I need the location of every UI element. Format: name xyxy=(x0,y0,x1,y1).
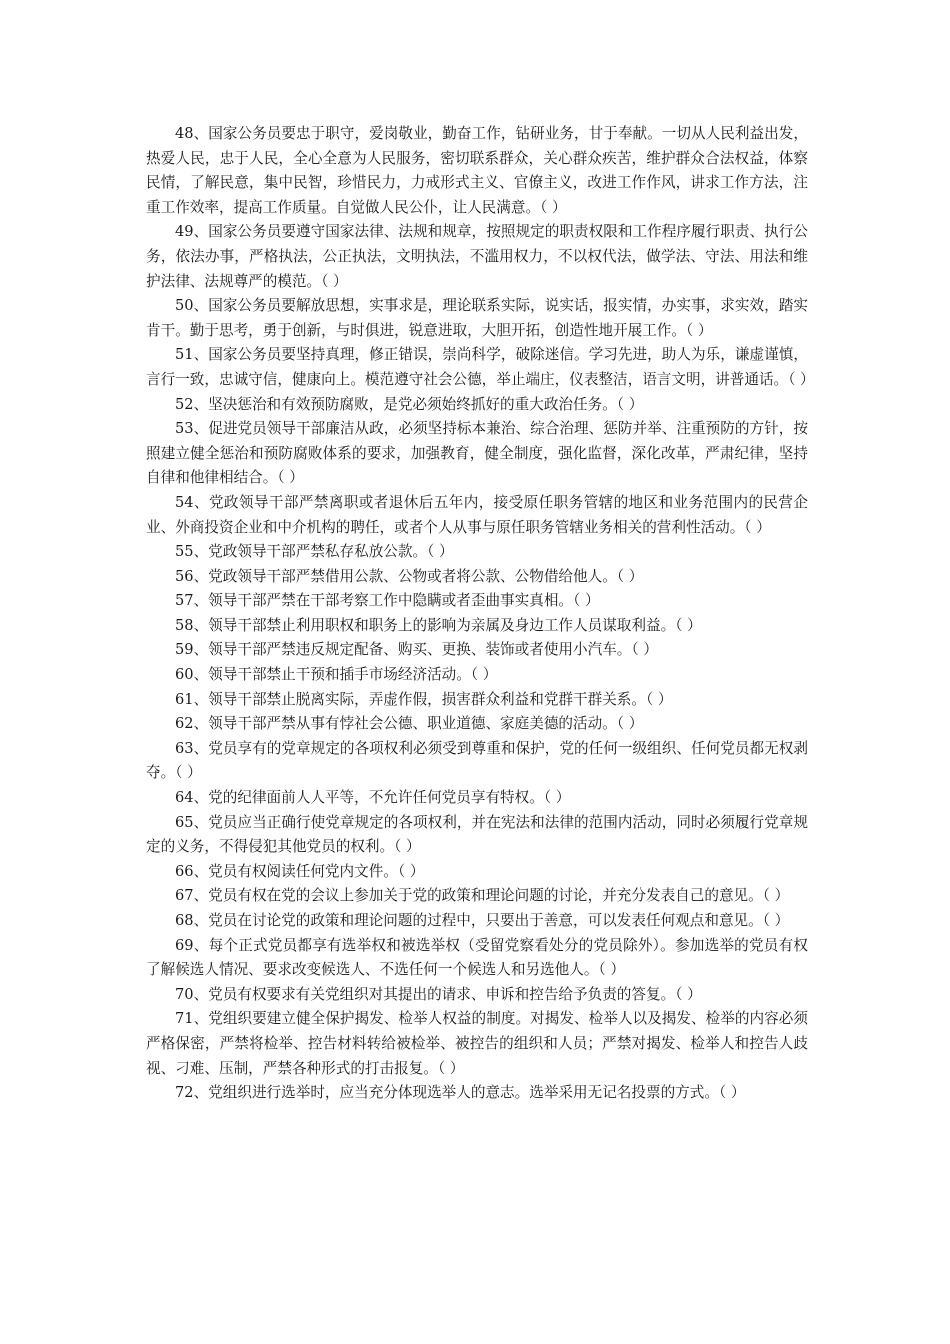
question-69: 69、每个正式党员都享有选举权和被选举权（受留党察看处分的党员除外）。参加选举的党员有权了解候选人情况、要求改变候选人、不选任何一个候选人和另选他人。（ ） xyxy=(146,936,808,979)
question-60: 60、领导干部禁止干预和插手市场经济活动。（ ） xyxy=(175,666,498,684)
question-52: 52、坚决惩治和有效预防腐败，是党必须始终抓好的重大政治任务。（ ） xyxy=(175,395,644,413)
question-67: 67、党员有权在党的会议上参加关于党的政策和理论问题的讨论，并充分发表自己的意见。（ ） xyxy=(175,887,790,905)
question-49: 49、国家公务员要遵守国家法律、法规和规章，按照规定的职责权限和工作程序履行职责、执行公务，依法办事，严格执法，公正执法，文明执法，不滥用权力，不以权代法，做学法、守法、用法和维护法律、法规尊严的模范。（ ） xyxy=(146,223,808,290)
question-55: 55、党政领导干部严禁私存私放公款。（ ） xyxy=(175,543,454,561)
question-58: 58、领导干部禁止利用职权和职务上的影响为亲属及身边工作人员谋取利益。（ ） xyxy=(175,616,702,634)
question-66: 66、党员有权阅读任何党内文件。（ ） xyxy=(175,862,425,880)
question-72: 72、党组织进行选举时，应当充分体现选举人的意志。选举采用无记名投票的方式。（ ） xyxy=(175,1084,746,1102)
question-61: 61、领导干部禁止脱离实际，弄虚作假，损害群众利益和党群干群关系。（ ） xyxy=(175,690,673,708)
question-51: 51、国家公务员要坚持真理，修正错误，崇尚科学，破除迷信。学习先进，助人为乐，谦虚谨慎，言行一致，忠诚守信，健康向上。模范遵守社会公德，举止端庄，仪表整洁，语言文明，讲普通话。（ ） xyxy=(146,346,815,388)
question-53: 53、促进党员领导干部廉洁从政，必须坚持标本兼治、综合治理、惩防并举、注重预防的方针，按照建立健全惩治和预防腐败体系的要求，加强教育，健全制度，强化监督，深化改革，严肃纪律，坚持自律和他律相结合。（ ） xyxy=(146,420,808,487)
question-56: 56、党政领导干部严禁借用公款、公物或者将公款、公物借给他人。（ ） xyxy=(175,567,644,585)
question-50: 50、国家公务员要解放思想，实事求是，理论联系实际，说实话，报实情，办实事，求实效，踏实肯干。勤于思考，勇于创新，与时俱进，锐意进取，大胆开拓，创造性地开展工作。（ ） xyxy=(146,297,808,339)
question-65: 65、党员应当正确行使党章规定的各项权利，并在宪法和法律的范围内活动，同时必须履行党章规定的义务，不得侵犯其他党员的权利。（ ） xyxy=(146,813,808,856)
document-body xyxy=(146,122,815,1106)
question-62: 62、领导干部严禁从事有悖社会公德、职业道德、家庭美德的活动。（ ） xyxy=(175,715,644,733)
question-71: 71、党组织要建立健全保护揭发、检举人权益的制度。对揭发、检举人以及揭发、检举的内容必须严格保密，严禁将检举、控告材料转给被检举、被控告的组织和人员；严禁对揭发、检举人和控告人歧视、刁难、压制，严禁各种形式的打击报复。（ ） xyxy=(146,1010,808,1077)
question-68: 68、党员在讨论党的政策和理论问题的过程中，只要出于善意，可以发表任何观点和意见。（ ） xyxy=(175,912,790,929)
question-57: 57、领导干部严禁在干部考察工作中隐瞒或者歪曲事实真相。（ ） xyxy=(175,592,600,610)
question-59: 59、领导干部严禁违反规定配备、购买、更换、装饰或者使用小汽车。（ ） xyxy=(175,641,658,659)
question-63: 63、党员享有的党章规定的各项权利必须受到尊重和保护，党的任何一级组织、任何党员都无权剥夺。（ ） xyxy=(146,739,808,782)
question-54: 54、党政领导干部严禁离职或者退休后五年内，接受原任职务管辖的地区和业务范围内的民营企业、外商投资企业和中介机构的聘任，或者个人从事与原任职务管辖业务相关的营利性活动。（ ） xyxy=(146,493,808,536)
question-48: 48、国家公务员要忠于职守，爱岗敬业，勤奋工作，钻研业务，甘于奉献。一切从人民利益出发，热爱人民，忠于人民，全心全意为人民服务，密切联系群众，关心群众疾苦，维护群众合法权益，体察民情，了解民意，集中民智，珍惜民力，力戒形式主义、官僚主义，改进工作作风，讲求工作方法，注重工作效率，提高工作质量。自觉做人民公仆，让人民满意。（ ） xyxy=(146,125,808,216)
question-64: 64、党的纪律面前人人平等，不允许任何党员享有特权。（ ） xyxy=(175,789,571,807)
question-70: 70、党员有权要求有关党组织对其提出的请求、申诉和控告给予负责的答复。（ ） xyxy=(175,985,702,1003)
